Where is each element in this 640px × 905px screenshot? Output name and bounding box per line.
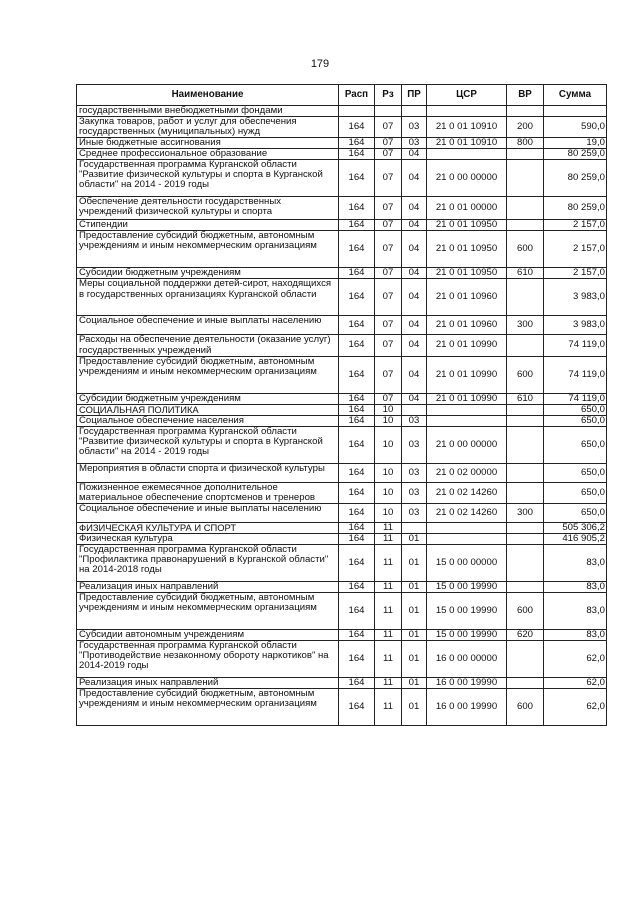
cell-vr bbox=[507, 641, 544, 678]
cell-name: Государственная программа Курганской области "Профилактика правонарушений в Курганской области" на 2014-2018 годы bbox=[77, 545, 339, 582]
cell-name: Государственная программа Курганской области "Развитие физической культуры и спорта в Курганской области" на 2014 - 2019 годы bbox=[77, 426, 339, 463]
cell-sum: 83,0 bbox=[544, 630, 607, 641]
cell-csr bbox=[427, 404, 507, 415]
cell-pr: 03 bbox=[402, 463, 427, 482]
cell-rz: 07 bbox=[375, 316, 402, 335]
cell-name: Субсидии бюджетным учреждениям bbox=[77, 393, 339, 404]
cell-name: Социальное обеспечение и иные выплаты населению bbox=[77, 316, 339, 335]
cell-vr: 600 bbox=[507, 231, 544, 268]
cell-pr: 04 bbox=[402, 279, 427, 316]
cell-rasp: 164 bbox=[339, 335, 375, 356]
cell-name: Государственная программа Курганской области "Развитие физической культуры и спорта в Курганской области" на 2014 - 2019 годы bbox=[77, 160, 339, 197]
cell-vr bbox=[507, 149, 544, 160]
cell-sum: 650,0 bbox=[544, 463, 607, 482]
cell-rasp: 164 bbox=[339, 582, 375, 593]
cell-pr bbox=[402, 404, 427, 415]
table-row bbox=[77, 231, 607, 268]
cell-csr: 15 0 00 19990 bbox=[427, 582, 507, 593]
cell-pr: 04 bbox=[402, 220, 427, 231]
cell-rasp: 164 bbox=[339, 463, 375, 482]
cell-name: Пожизненное ежемесячное дополнительное материальное обеспечение спортсменов и тренеров bbox=[77, 482, 339, 503]
cell-vr: 300 bbox=[507, 503, 544, 522]
table-row bbox=[77, 117, 607, 138]
cell-rz: 11 bbox=[375, 678, 402, 689]
table-row bbox=[77, 641, 607, 678]
table-row bbox=[77, 160, 607, 197]
table-row bbox=[77, 316, 607, 335]
cell-name: Реализация иных направлений bbox=[77, 678, 339, 689]
header-pr: ПР bbox=[402, 85, 427, 106]
cell-csr: 21 0 01 10990 bbox=[427, 393, 507, 404]
cell-rz: 07 bbox=[375, 268, 402, 279]
header-csr: ЦСР bbox=[427, 85, 507, 106]
cell-vr bbox=[507, 404, 544, 415]
cell-sum: 2 157,0 bbox=[544, 220, 607, 231]
header-rasp: Расп bbox=[339, 85, 375, 106]
cell-sum: 83,0 bbox=[544, 545, 607, 582]
cell-rasp: 164 bbox=[339, 149, 375, 160]
cell-pr: 03 bbox=[402, 482, 427, 503]
cell-pr: 04 bbox=[402, 268, 427, 279]
cell-rz: 07 bbox=[375, 138, 402, 149]
cell-sum: 62,0 bbox=[544, 689, 607, 726]
table-row bbox=[77, 426, 607, 463]
cell-rz: 11 bbox=[375, 630, 402, 641]
cell-rasp: 164 bbox=[339, 231, 375, 268]
cell-vr: 620 bbox=[507, 630, 544, 641]
cell-rasp: 164 bbox=[339, 533, 375, 544]
cell-vr bbox=[507, 415, 544, 426]
cell-pr: 04 bbox=[402, 316, 427, 335]
cell-csr: 21 0 02 14260 bbox=[427, 503, 507, 522]
cell-rasp: 164 bbox=[339, 426, 375, 463]
table-row bbox=[77, 149, 607, 160]
cell-rz: 07 bbox=[375, 356, 402, 393]
cell-rasp: 164 bbox=[339, 160, 375, 197]
table-row bbox=[77, 678, 607, 689]
cell-rasp: 164 bbox=[339, 503, 375, 522]
cell-csr bbox=[427, 415, 507, 426]
cell-csr bbox=[427, 106, 507, 117]
cell-rasp: 164 bbox=[339, 138, 375, 149]
cell-pr: 01 bbox=[402, 545, 427, 582]
table-row bbox=[77, 197, 607, 220]
cell-csr: 21 0 01 10960 bbox=[427, 279, 507, 316]
cell-rz: 11 bbox=[375, 582, 402, 593]
cell-name: Социальное обеспечение и иные выплаты населению bbox=[77, 503, 339, 522]
cell-rasp: 164 bbox=[339, 482, 375, 503]
cell-csr: 15 0 00 19990 bbox=[427, 630, 507, 641]
cell-name: Среднее профессиональное образование bbox=[77, 149, 339, 160]
cell-csr: 21 0 01 00000 bbox=[427, 197, 507, 220]
cell-pr: 04 bbox=[402, 197, 427, 220]
cell-csr bbox=[427, 149, 507, 160]
cell-rz: 11 bbox=[375, 533, 402, 544]
cell-pr: 01 bbox=[402, 678, 427, 689]
cell-pr: 04 bbox=[402, 335, 427, 356]
cell-pr bbox=[402, 106, 427, 117]
cell-rasp: 164 bbox=[339, 393, 375, 404]
cell-vr: 600 bbox=[507, 356, 544, 393]
cell-vr: 600 bbox=[507, 593, 544, 630]
cell-sum: 2 157,0 bbox=[544, 231, 607, 268]
cell-vr bbox=[507, 426, 544, 463]
cell-name: Субсидии автономным учреждениям bbox=[77, 630, 339, 641]
cell-rz: 10 bbox=[375, 503, 402, 522]
cell-sum: 650,0 bbox=[544, 503, 607, 522]
cell-csr: 21 0 01 10950 bbox=[427, 231, 507, 268]
cell-rz: 10 bbox=[375, 463, 402, 482]
table-row bbox=[77, 356, 607, 393]
cell-pr: 03 bbox=[402, 503, 427, 522]
cell-sum: 74 119,0 bbox=[544, 356, 607, 393]
cell-sum: 62,0 bbox=[544, 641, 607, 678]
cell-name: Иные бюджетные ассигнования bbox=[77, 138, 339, 149]
cell-name: Мероприятия в области спорта и физической культуры bbox=[77, 463, 339, 482]
table-row bbox=[77, 268, 607, 279]
table-header-row bbox=[77, 85, 607, 106]
cell-rasp: 164 bbox=[339, 268, 375, 279]
cell-vr: 200 bbox=[507, 117, 544, 138]
cell-sum: 83,0 bbox=[544, 593, 607, 630]
budget-table bbox=[76, 84, 607, 726]
cell-name: Социальное обеспечение населения bbox=[77, 415, 339, 426]
cell-name: Расходы на обеспечение деятельности (оказание услуг) государственных учреждений bbox=[77, 335, 339, 356]
cell-csr: 21 0 02 14260 bbox=[427, 482, 507, 503]
cell-pr: 03 bbox=[402, 415, 427, 426]
cell-name: Реализация иных направлений bbox=[77, 582, 339, 593]
cell-vr bbox=[507, 522, 544, 533]
cell-name: Физическая культура bbox=[77, 533, 339, 544]
cell-csr bbox=[427, 522, 507, 533]
cell-csr: 21 0 01 10950 bbox=[427, 220, 507, 231]
cell-sum: 3 983,0 bbox=[544, 316, 607, 335]
cell-rz: 07 bbox=[375, 231, 402, 268]
cell-rz: 07 bbox=[375, 335, 402, 356]
cell-vr bbox=[507, 463, 544, 482]
cell-rasp: 164 bbox=[339, 279, 375, 316]
cell-rasp: 164 bbox=[339, 545, 375, 582]
cell-sum: 650,0 bbox=[544, 426, 607, 463]
table-row bbox=[77, 689, 607, 726]
cell-rasp: 164 bbox=[339, 117, 375, 138]
cell-rz: 10 bbox=[375, 426, 402, 463]
cell-sum: 74 119,0 bbox=[544, 393, 607, 404]
cell-sum: 19,0 bbox=[544, 138, 607, 149]
cell-name: Предоставление субсидий бюджетным, автономным учреждениям и иным некоммерческим организациям bbox=[77, 593, 339, 630]
table-row bbox=[77, 393, 607, 404]
cell-rasp: 164 bbox=[339, 415, 375, 426]
table-row bbox=[77, 220, 607, 231]
cell-pr: 03 bbox=[402, 138, 427, 149]
cell-rz: 07 bbox=[375, 279, 402, 316]
cell-vr bbox=[507, 197, 544, 220]
cell-rz: 07 bbox=[375, 160, 402, 197]
cell-vr: 600 bbox=[507, 689, 544, 726]
cell-rasp: 164 bbox=[339, 220, 375, 231]
cell-rz: 11 bbox=[375, 593, 402, 630]
cell-pr: 01 bbox=[402, 689, 427, 726]
cell-rasp: 164 bbox=[339, 404, 375, 415]
table-row bbox=[77, 106, 607, 117]
cell-pr: 04 bbox=[402, 393, 427, 404]
table-row bbox=[77, 533, 607, 544]
cell-name: Государственная программа Курганской области "Противодействие незаконному обороту наркотиков" на 2014-2019 годы bbox=[77, 641, 339, 678]
cell-rz bbox=[375, 106, 402, 117]
cell-sum: 2 157,0 bbox=[544, 268, 607, 279]
cell-sum: 3 983,0 bbox=[544, 279, 607, 316]
cell-sum: 80 259,0 bbox=[544, 149, 607, 160]
cell-rz: 11 bbox=[375, 641, 402, 678]
cell-rasp bbox=[339, 106, 375, 117]
table-row bbox=[77, 463, 607, 482]
cell-rz: 11 bbox=[375, 522, 402, 533]
header-vr: ВР bbox=[507, 85, 544, 106]
cell-name: Обеспечение деятельности государственных учреждений физической культуры и спорта bbox=[77, 197, 339, 220]
table-row bbox=[77, 482, 607, 503]
cell-name: Стипендии bbox=[77, 220, 339, 231]
table-row bbox=[77, 593, 607, 630]
table-row bbox=[77, 545, 607, 582]
cell-rz: 07 bbox=[375, 117, 402, 138]
cell-pr: 04 bbox=[402, 231, 427, 268]
cell-csr: 21 0 01 10990 bbox=[427, 356, 507, 393]
table-row bbox=[77, 415, 607, 426]
cell-csr: 21 0 01 10910 bbox=[427, 117, 507, 138]
cell-name: СОЦИАЛЬНАЯ ПОЛИТИКА bbox=[77, 404, 339, 415]
cell-csr: 21 0 01 10990 bbox=[427, 335, 507, 356]
cell-rz: 07 bbox=[375, 197, 402, 220]
cell-csr: 16 0 00 00000 bbox=[427, 641, 507, 678]
page-number: 179 bbox=[310, 58, 330, 70]
cell-vr bbox=[507, 678, 544, 689]
cell-vr: 610 bbox=[507, 393, 544, 404]
cell-sum: 650,0 bbox=[544, 482, 607, 503]
table-row bbox=[77, 279, 607, 316]
cell-rasp: 164 bbox=[339, 593, 375, 630]
cell-sum: 83,0 bbox=[544, 582, 607, 593]
cell-sum bbox=[544, 106, 607, 117]
cell-name: ФИЗИЧЕСКАЯ КУЛЬТУРА И СПОРТ bbox=[77, 522, 339, 533]
cell-vr bbox=[507, 279, 544, 316]
cell-sum: 74 119,0 bbox=[544, 335, 607, 356]
cell-vr bbox=[507, 482, 544, 503]
cell-sum: 590,0 bbox=[544, 117, 607, 138]
cell-pr bbox=[402, 522, 427, 533]
cell-pr: 01 bbox=[402, 593, 427, 630]
cell-rz: 07 bbox=[375, 220, 402, 231]
cell-sum: 80 259,0 bbox=[544, 160, 607, 197]
cell-vr: 300 bbox=[507, 316, 544, 335]
cell-rz: 10 bbox=[375, 482, 402, 503]
cell-sum: 505 306,2 bbox=[544, 522, 607, 533]
header-rz: Рз bbox=[375, 85, 402, 106]
cell-vr bbox=[507, 545, 544, 582]
cell-pr: 03 bbox=[402, 426, 427, 463]
cell-name: Закупка товаров, работ и услуг для обеспечения государственных (муниципальных) нужд bbox=[77, 117, 339, 138]
cell-sum: 62,0 bbox=[544, 678, 607, 689]
cell-rz: 11 bbox=[375, 545, 402, 582]
cell-csr: 21 0 00 00000 bbox=[427, 160, 507, 197]
cell-csr: 21 0 01 10950 bbox=[427, 268, 507, 279]
cell-csr: 21 0 01 10910 bbox=[427, 138, 507, 149]
table-row bbox=[77, 335, 607, 356]
cell-vr bbox=[507, 335, 544, 356]
cell-pr: 01 bbox=[402, 582, 427, 593]
cell-csr: 15 0 00 00000 bbox=[427, 545, 507, 582]
cell-pr: 03 bbox=[402, 117, 427, 138]
cell-vr bbox=[507, 582, 544, 593]
cell-csr: 21 0 02 00000 bbox=[427, 463, 507, 482]
cell-rz: 07 bbox=[375, 149, 402, 160]
cell-rasp: 164 bbox=[339, 316, 375, 335]
cell-rz: 10 bbox=[375, 415, 402, 426]
cell-rz: 11 bbox=[375, 689, 402, 726]
cell-vr: 800 bbox=[507, 138, 544, 149]
header-sum: Сумма bbox=[544, 85, 607, 106]
cell-rasp: 164 bbox=[339, 641, 375, 678]
cell-rasp: 164 bbox=[339, 197, 375, 220]
cell-name: государственными внебюджетными фондами bbox=[77, 106, 339, 117]
cell-csr: 16 0 00 19990 bbox=[427, 689, 507, 726]
cell-pr: 04 bbox=[402, 149, 427, 160]
cell-name: Предоставление субсидий бюджетным, автономным учреждениям и иным некоммерческим организациям bbox=[77, 689, 339, 726]
cell-csr: 21 0 00 00000 bbox=[427, 426, 507, 463]
cell-pr: 01 bbox=[402, 641, 427, 678]
cell-name: Предоставление субсидий бюджетным, автономным учреждениям и иным некоммерческим организациям bbox=[77, 231, 339, 268]
cell-sum: 650,0 bbox=[544, 404, 607, 415]
cell-csr: 16 0 00 19990 bbox=[427, 678, 507, 689]
table-row bbox=[77, 630, 607, 641]
table-row bbox=[77, 503, 607, 522]
cell-vr bbox=[507, 160, 544, 197]
cell-rasp: 164 bbox=[339, 522, 375, 533]
table-row bbox=[77, 522, 607, 533]
cell-pr: 04 bbox=[402, 160, 427, 197]
table-row bbox=[77, 138, 607, 149]
table-row bbox=[77, 582, 607, 593]
cell-pr: 01 bbox=[402, 533, 427, 544]
cell-vr bbox=[507, 220, 544, 231]
cell-rasp: 164 bbox=[339, 689, 375, 726]
header-name: Наименование bbox=[77, 85, 339, 106]
cell-csr: 21 0 01 10960 bbox=[427, 316, 507, 335]
cell-pr: 04 bbox=[402, 356, 427, 393]
cell-vr bbox=[507, 533, 544, 544]
cell-rz: 07 bbox=[375, 393, 402, 404]
cell-rasp: 164 bbox=[339, 678, 375, 689]
cell-rasp: 164 bbox=[339, 630, 375, 641]
cell-rasp: 164 bbox=[339, 356, 375, 393]
cell-name: Субсидии бюджетным учреждениям bbox=[77, 268, 339, 279]
cell-vr bbox=[507, 106, 544, 117]
cell-sum: 80 259,0 bbox=[544, 197, 607, 220]
cell-pr: 01 bbox=[402, 630, 427, 641]
cell-sum: 416 905,2 bbox=[544, 533, 607, 544]
cell-rz: 10 bbox=[375, 404, 402, 415]
table-row bbox=[77, 404, 607, 415]
cell-name: Предоставление субсидий бюджетным, автономным учреждениям и иным некоммерческим организациям bbox=[77, 356, 339, 393]
cell-name: Меры социальной поддержки детей-сирот, находящихся в государственных организациях Курганской области bbox=[77, 279, 339, 316]
cell-csr: 15 0 00 19990 bbox=[427, 593, 507, 630]
cell-sum: 650,0 bbox=[544, 415, 607, 426]
cell-csr bbox=[427, 533, 507, 544]
cell-vr: 610 bbox=[507, 268, 544, 279]
